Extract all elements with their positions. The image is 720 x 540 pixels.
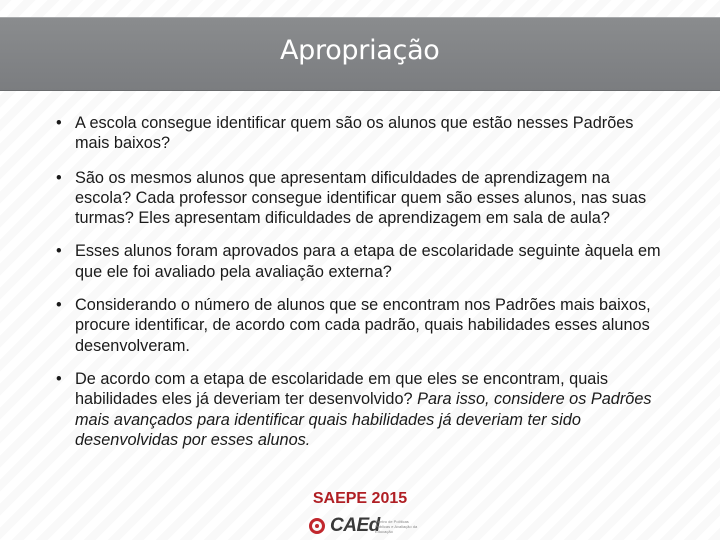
caed-logo-icon [309, 518, 325, 534]
list-item [56, 369, 666, 450]
footer-label: SAEPE 2015 [312, 490, 408, 507]
logo-subtitle: Centro de Políticas Públicas e Avaliação da Educação [375, 519, 418, 534]
bullet-text-italic: Para isso, considere os Padrões mais avançados para identificar quais habilidades já deveriam ter sido desenvolvidas por esses alunos. [75, 390, 652, 449]
bullet-marker: • [56, 168, 62, 187]
slide-title: Apropriação [280, 35, 440, 66]
bullet-text: A escola consegue identificar quem são os alunos que estão nesses Padrões mais baixos? [75, 114, 634, 153]
bullet-marker: • [56, 242, 62, 261]
logo-text: CAEd [330, 515, 380, 536]
bullet-marker: • [56, 369, 62, 388]
list-item [56, 241, 666, 282]
bullet-text: São os mesmos alunos que apresentam dificuldades de aprendizagem na escola? Cada professor consegue identificar quem são esses alunos, nas suas turmas? Eles apresentam dificuldades de aprendizagem em sala de aula? [75, 168, 647, 228]
list-item [56, 113, 666, 154]
bullet-text: Esses alunos foram aprovados para a etapa de escolaridade seguinte àquela em que ele foi avaliado pela avaliação externa? [75, 242, 661, 281]
bullet-marker: • [56, 296, 62, 315]
bullet-marker: • [56, 114, 62, 132]
list-item [56, 168, 666, 229]
list-item [56, 295, 666, 356]
bullet-text: Considerando o número de alunos que se encontram nos Padrões mais baixos, procure identificar, de acordo com cada padrão, quais habilidades esses alunos desenvolveram. [75, 296, 651, 355]
bullet-list [56, 113, 666, 464]
bullet-text: De acordo com a etapa de escolaridade em que eles se encontram, quais habilidades eles já deveriam ter desenvolvido? [75, 369, 609, 409]
